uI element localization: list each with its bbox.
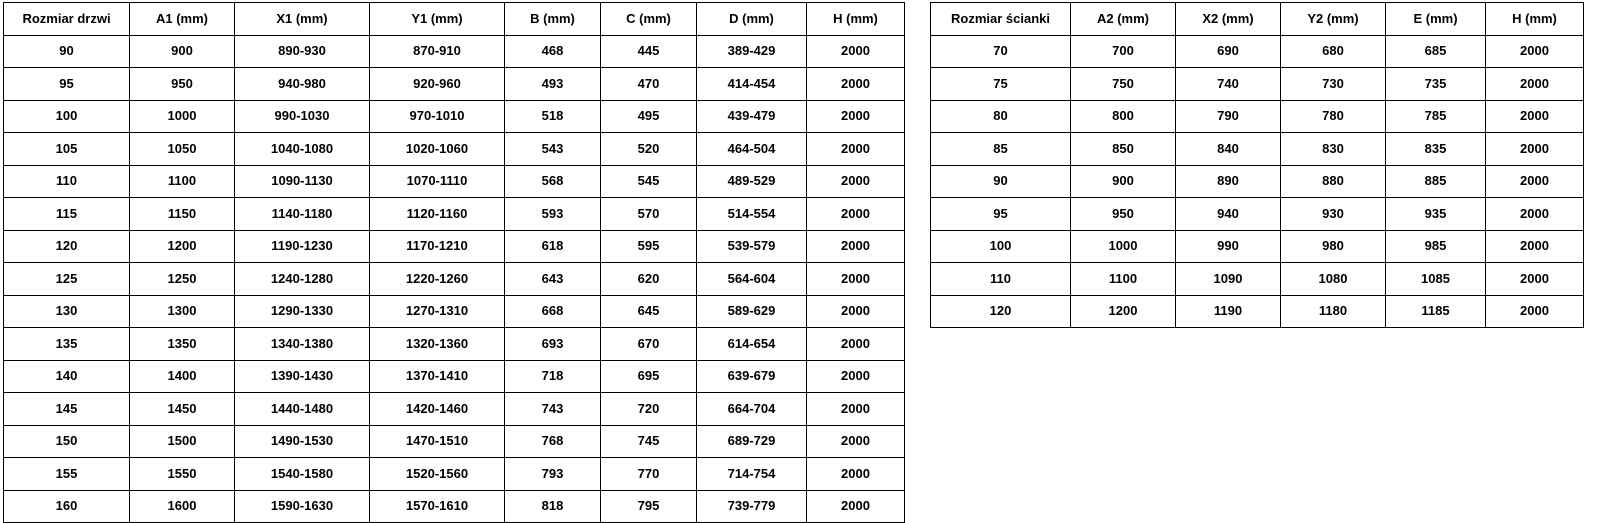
table-cell: 614-654 <box>697 328 807 361</box>
column-header: H (mm) <box>1486 3 1584 36</box>
table-cell: 950 <box>1071 198 1176 231</box>
table-cell: 115 <box>4 198 130 231</box>
table-cell: 2000 <box>807 490 905 523</box>
table-row <box>931 263 1584 296</box>
table-cell: 1150 <box>130 198 235 231</box>
table-cell: 890-930 <box>235 35 370 68</box>
table-row <box>4 295 905 328</box>
table-cell: 720 <box>601 393 697 426</box>
table-cell: 940-980 <box>235 68 370 101</box>
table-cell: 2000 <box>1486 100 1584 133</box>
table-cell: 1000 <box>1071 230 1176 263</box>
column-header: B (mm) <box>505 3 601 36</box>
table-cell: 1440-1480 <box>235 393 370 426</box>
table-cell: 818 <box>505 490 601 523</box>
table-row <box>931 133 1584 166</box>
table-cell: 980 <box>1281 230 1386 263</box>
table-cell: 2000 <box>807 360 905 393</box>
walls-table-header <box>931 3 1584 36</box>
table-cell: 2000 <box>1486 35 1584 68</box>
table-row <box>4 230 905 263</box>
table-cell: 1085 <box>1386 263 1486 296</box>
table-cell: 1520-1560 <box>370 458 505 491</box>
table-cell: 790 <box>1176 100 1281 133</box>
table-cell: 2000 <box>1486 68 1584 101</box>
table-cell: 730 <box>1281 68 1386 101</box>
column-header: X1 (mm) <box>235 3 370 36</box>
table-cell: 470 <box>601 68 697 101</box>
table-row <box>931 165 1584 198</box>
table-cell: 970-1010 <box>370 100 505 133</box>
column-header: E (mm) <box>1386 3 1486 36</box>
table-cell: 518 <box>505 100 601 133</box>
table-row <box>4 35 905 68</box>
table-cell: 1540-1580 <box>235 458 370 491</box>
table-cell: 90 <box>931 165 1071 198</box>
table-cell: 780 <box>1281 100 1386 133</box>
table-cell: 1450 <box>130 393 235 426</box>
table-cell: 105 <box>4 133 130 166</box>
table-cell: 545 <box>601 165 697 198</box>
table-cell: 593 <box>505 198 601 231</box>
table-cell: 160 <box>4 490 130 523</box>
table-cell: 495 <box>601 100 697 133</box>
column-header: A1 (mm) <box>130 3 235 36</box>
table-cell: 2000 <box>807 328 905 361</box>
table-cell: 1090 <box>1176 263 1281 296</box>
table-cell: 2000 <box>807 35 905 68</box>
table-cell: 464-504 <box>697 133 807 166</box>
table-cell: 1550 <box>130 458 235 491</box>
table-cell: 689-729 <box>697 425 807 458</box>
table-cell: 1090-1130 <box>235 165 370 198</box>
table-header-row <box>931 3 1584 36</box>
table-cell: 514-554 <box>697 198 807 231</box>
table-cell: 800 <box>1071 100 1176 133</box>
table-cell: 620 <box>601 263 697 296</box>
table-cell: 618 <box>505 230 601 263</box>
table-cell: 468 <box>505 35 601 68</box>
table-cell: 1270-1310 <box>370 295 505 328</box>
table-cell: 930 <box>1281 198 1386 231</box>
table-cell: 1340-1380 <box>235 328 370 361</box>
table-cell: 1180 <box>1281 295 1386 328</box>
table-row <box>4 263 905 296</box>
walls-table-body <box>931 35 1584 328</box>
table-cell: 850 <box>1071 133 1176 166</box>
table-cell: 2000 <box>807 393 905 426</box>
table-cell: 2000 <box>1486 133 1584 166</box>
table-row <box>4 68 905 101</box>
walls-dimensions-table <box>930 2 1584 328</box>
table-cell: 1470-1510 <box>370 425 505 458</box>
column-header: Y1 (mm) <box>370 3 505 36</box>
table-cell: 595 <box>601 230 697 263</box>
table-cell: 890 <box>1176 165 1281 198</box>
table-cell: 2000 <box>807 165 905 198</box>
table-cell: 2000 <box>807 230 905 263</box>
table-cell: 664-704 <box>697 393 807 426</box>
column-header: X2 (mm) <box>1176 3 1281 36</box>
table-cell: 80 <box>931 100 1071 133</box>
table-row <box>4 393 905 426</box>
table-cell: 110 <box>4 165 130 198</box>
table-cell: 985 <box>1386 230 1486 263</box>
table-cell: 2000 <box>807 295 905 328</box>
table-cell: 940 <box>1176 198 1281 231</box>
table-header-row <box>4 3 905 36</box>
table-cell: 70 <box>931 35 1071 68</box>
table-cell: 1120-1160 <box>370 198 505 231</box>
table-cell: 2000 <box>1486 230 1584 263</box>
table-cell: 1200 <box>130 230 235 263</box>
table-cell: 1220-1260 <box>370 263 505 296</box>
table-cell: 145 <box>4 393 130 426</box>
table-cell: 2000 <box>807 425 905 458</box>
table-row <box>4 425 905 458</box>
table-cell: 2000 <box>1486 263 1584 296</box>
table-cell: 1500 <box>130 425 235 458</box>
table-row <box>931 35 1584 68</box>
table-cell: 685 <box>1386 35 1486 68</box>
table-row <box>4 458 905 491</box>
table-cell: 2000 <box>807 198 905 231</box>
table-cell: 2000 <box>1486 295 1584 328</box>
column-header: Rozmiar drzwi <box>4 3 130 36</box>
table-cell: 1420-1460 <box>370 393 505 426</box>
doors-dimensions-table-container <box>3 2 905 523</box>
table-cell: 1390-1430 <box>235 360 370 393</box>
table-cell: 950 <box>130 68 235 101</box>
table-cell: 714-754 <box>697 458 807 491</box>
table-cell: 95 <box>931 198 1071 231</box>
table-row <box>4 490 905 523</box>
table-cell: 100 <box>4 100 130 133</box>
table-cell: 900 <box>1071 165 1176 198</box>
table-cell: 1100 <box>130 165 235 198</box>
walls-dimensions-table-container <box>930 2 1584 328</box>
table-cell: 690 <box>1176 35 1281 68</box>
table-cell: 1350 <box>130 328 235 361</box>
table-cell: 1185 <box>1386 295 1486 328</box>
table-cell: 140 <box>4 360 130 393</box>
table-cell: 645 <box>601 295 697 328</box>
table-row <box>4 100 905 133</box>
table-row <box>4 360 905 393</box>
table-cell: 639-679 <box>697 360 807 393</box>
table-cell: 750 <box>1071 68 1176 101</box>
table-cell: 700 <box>1071 35 1176 68</box>
table-cell: 570 <box>601 198 697 231</box>
table-cell: 568 <box>505 165 601 198</box>
table-cell: 1250 <box>130 263 235 296</box>
doors-table-body <box>4 35 905 523</box>
table-cell: 990-1030 <box>235 100 370 133</box>
table-cell: 770 <box>601 458 697 491</box>
table-cell: 1020-1060 <box>370 133 505 166</box>
table-cell: 489-529 <box>697 165 807 198</box>
table-cell: 743 <box>505 393 601 426</box>
column-header: H (mm) <box>807 3 905 36</box>
table-row <box>4 133 905 166</box>
table-row <box>931 198 1584 231</box>
table-cell: 1170-1210 <box>370 230 505 263</box>
table-cell: 1600 <box>130 490 235 523</box>
table-cell: 1370-1410 <box>370 360 505 393</box>
table-cell: 2000 <box>807 100 905 133</box>
table-row <box>4 328 905 361</box>
table-cell: 1100 <box>1071 263 1176 296</box>
table-cell: 1080 <box>1281 263 1386 296</box>
table-cell: 2000 <box>1486 165 1584 198</box>
table-cell: 1000 <box>130 100 235 133</box>
table-cell: 2000 <box>807 68 905 101</box>
table-row <box>931 230 1584 263</box>
table-cell: 1240-1280 <box>235 263 370 296</box>
table-row <box>931 68 1584 101</box>
table-cell: 439-479 <box>697 100 807 133</box>
table-cell: 75 <box>931 68 1071 101</box>
table-cell: 1070-1110 <box>370 165 505 198</box>
doors-table-header <box>4 3 905 36</box>
table-cell: 785 <box>1386 100 1486 133</box>
table-cell: 564-604 <box>697 263 807 296</box>
table-cell: 835 <box>1386 133 1486 166</box>
table-cell: 100 <box>931 230 1071 263</box>
table-cell: 543 <box>505 133 601 166</box>
table-cell: 2000 <box>807 458 905 491</box>
table-cell: 445 <box>601 35 697 68</box>
table-cell: 1040-1080 <box>235 133 370 166</box>
table-cell: 520 <box>601 133 697 166</box>
table-cell: 735 <box>1386 68 1486 101</box>
table-cell: 1190 <box>1176 295 1281 328</box>
table-cell: 680 <box>1281 35 1386 68</box>
table-cell: 745 <box>601 425 697 458</box>
table-cell: 130 <box>4 295 130 328</box>
column-header: C (mm) <box>601 3 697 36</box>
doors-dimensions-table <box>3 2 905 523</box>
table-cell: 90 <box>4 35 130 68</box>
table-cell: 900 <box>130 35 235 68</box>
table-cell: 695 <box>601 360 697 393</box>
table-cell: 95 <box>4 68 130 101</box>
table-cell: 885 <box>1386 165 1486 198</box>
table-cell: 125 <box>4 263 130 296</box>
column-header: Y2 (mm) <box>1281 3 1386 36</box>
table-cell: 150 <box>4 425 130 458</box>
table-cell: 935 <box>1386 198 1486 231</box>
table-row <box>4 165 905 198</box>
table-cell: 1190-1230 <box>235 230 370 263</box>
table-cell: 793 <box>505 458 601 491</box>
table-cell: 1200 <box>1071 295 1176 328</box>
table-cell: 414-454 <box>697 68 807 101</box>
table-cell: 740 <box>1176 68 1281 101</box>
table-row <box>931 295 1584 328</box>
table-cell: 85 <box>931 133 1071 166</box>
table-cell: 1320-1360 <box>370 328 505 361</box>
table-cell: 1490-1530 <box>235 425 370 458</box>
table-row <box>931 100 1584 133</box>
column-header: D (mm) <box>697 3 807 36</box>
table-cell: 135 <box>4 328 130 361</box>
table-cell: 1300 <box>130 295 235 328</box>
table-cell: 668 <box>505 295 601 328</box>
table-row <box>4 198 905 231</box>
table-cell: 880 <box>1281 165 1386 198</box>
table-cell: 1290-1330 <box>235 295 370 328</box>
table-cell: 670 <box>601 328 697 361</box>
table-cell: 1570-1610 <box>370 490 505 523</box>
column-header: Rozmiar ścianki <box>931 3 1071 36</box>
table-cell: 795 <box>601 490 697 523</box>
table-cell: 739-779 <box>697 490 807 523</box>
table-cell: 768 <box>505 425 601 458</box>
table-cell: 2000 <box>807 133 905 166</box>
table-cell: 870-910 <box>370 35 505 68</box>
table-cell: 120 <box>4 230 130 263</box>
table-cell: 840 <box>1176 133 1281 166</box>
table-cell: 920-960 <box>370 68 505 101</box>
table-cell: 830 <box>1281 133 1386 166</box>
table-cell: 643 <box>505 263 601 296</box>
table-cell: 539-579 <box>697 230 807 263</box>
table-cell: 1590-1630 <box>235 490 370 523</box>
table-cell: 2000 <box>1486 198 1584 231</box>
table-cell: 155 <box>4 458 130 491</box>
table-cell: 1050 <box>130 133 235 166</box>
table-cell: 493 <box>505 68 601 101</box>
table-cell: 718 <box>505 360 601 393</box>
table-cell: 389-429 <box>697 35 807 68</box>
table-cell: 2000 <box>807 263 905 296</box>
table-cell: 693 <box>505 328 601 361</box>
table-cell: 589-629 <box>697 295 807 328</box>
column-header: A2 (mm) <box>1071 3 1176 36</box>
table-cell: 1140-1180 <box>235 198 370 231</box>
table-cell: 110 <box>931 263 1071 296</box>
table-cell: 1400 <box>130 360 235 393</box>
table-cell: 120 <box>931 295 1071 328</box>
table-cell: 990 <box>1176 230 1281 263</box>
